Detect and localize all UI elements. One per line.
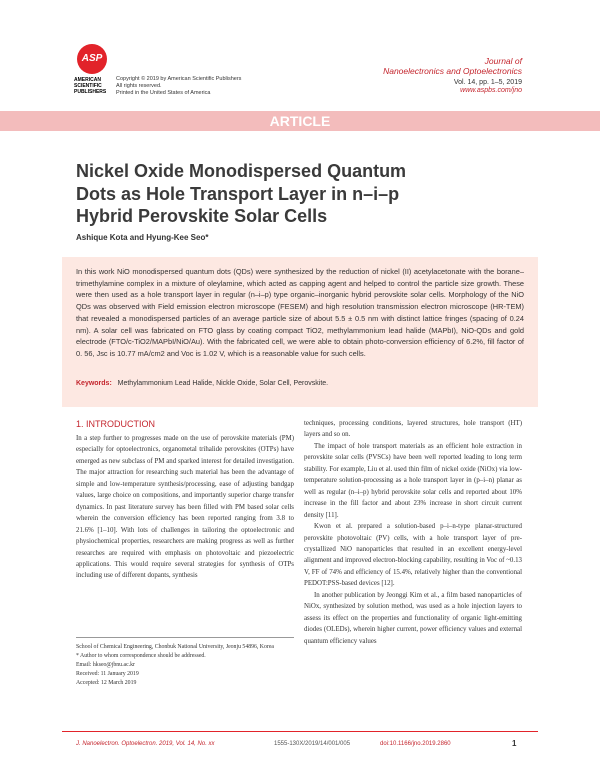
paragraph: The impact of hole transport materials as an efficient hole extraction in perovskite solar cells (PVSCs) have been well reported leading to long term stability. For example, Liu et al. used thin film of nickel oxide (NiOx) via low-temperature solution-processing as a hole transport layer in (p–i–n) planar as well as regular (n–i–p) hybrid perovskite solar cells and reported about 10% increase in the fill factor and about 23% increase in short circuit current density [11]. — [304, 442, 522, 519]
authors: Ashique Kota and Hyung-Kee Seo* — [76, 233, 209, 242]
correspondence-note: * Author to whom correspondence should be addressed. — [76, 652, 206, 659]
received-date: Received: 11 January 2019 — [76, 670, 139, 677]
footer-journal: J. Nanoelectron. Optoelectron. 2019, Vol. 14, No. xx — [76, 741, 215, 747]
footnote-divider — [76, 637, 294, 638]
footnotes — [76, 643, 294, 688]
affiliation: School of Chemical Engineering, Chonbuk National University, Jeonju 54896, Korea — [76, 644, 274, 650]
journal-volume: Vol. 14, pp. 1–5, 2019 — [453, 79, 522, 86]
keywords — [76, 380, 524, 387]
paragraph: Kwon et al. prepared a solution-based p–i–n-type planar-structured perovskite photovoltaic (PV) cells, with a hole transport layer of pre-crystallized NiO nanoparticles that resulted in an excellent energy-level alignment and improved electron-blocking capability, resulting in Voc of ~0.13 V, FF of 74% and efficiency of 15.4%, relatively higher than the conventional PEDOT:PSS-based devices [12]. — [304, 523, 522, 588]
footer-issn: 1555-130X/2019/14/001/005 — [274, 741, 351, 747]
paper-title: Nickel Oxide Monodispersed Quantum Dots as Hole Transport Layer in n–i–p Hybrid Perovskite Solar Cells — [76, 161, 407, 226]
body-column-right — [304, 418, 522, 647]
journal-url[interactable]: www.aspbs.com/jno — [460, 87, 522, 94]
article-label: ARTICLE — [269, 113, 331, 129]
paragraph: In a step further to progresses made on the use of perovskite materials (PM) especially for optoelectronics, organometal trihalide perovskites (OTPs) have emerged as new subclass of PM and sparked interest for detailed investigation. The major attraction for researching such material has been the advantage of simple and low-temperature synthesis/processing, ease of adjusting bandgap values, large choice on compositions, and importantly superior charge transfer dynamics. In past literature survey has been filled with PM based solar cells wherein the conversion efficiency has been reported ranging from 3.8 to 21.6% [1–10]. With lots of challenges in tailoring the optoelectronic and physiochemical properties, researchers are making progress as well as further researches are required with emphasis on photovoltaic and piezoelectric applications. This would require several strategies for synthesis of OTPs including use of different dopants, synthesis — [76, 435, 294, 580]
abstract: In this work NiO monodispersed quantum dots (QDs) were synthesized by the reduction of nickel (II) acetylacetonate with the borane–trimethylamine complex in a mixture of oleylamine, which acted as capping agent and helped to control the particle size growth. These were then used as a hole transport layer in regular (n–i–p) type organic–inorganic hybrid perovskite solar cells. Morphology of the NiO QDs was observed with Field emission electron microscope (FESEM) and high resolution transmission electron microscope (HR-TEM) that revealed a monodispersed particles of an average particle size of about 5.5 ± 0.5 nm with distinct lattice fringes (spacing of 0.24 nm). A solar cell was fabricated on FTO glass by coating compact TiO2, methylammonium lead halide (MAPbI), NiO-QDs and gold electrode (FTO/c-TiO2/MAPbI/NiO/Au). With the fabricated cell, we were able to obtain photo-conversion efficiency of 6.2%, fill factor of 0. 56, Jsc is 10.77 mA/cm2 and Voc is 1.02 V, which is a reasonable value for such cells. — [76, 267, 524, 358]
footer-divider — [62, 731, 538, 732]
body-column-left — [76, 433, 294, 582]
paragraph: In another publication by Jeonggi Kim et al., a film based nanoparticles of NiOx, synthesized by solution method, was used as a hole injection layers to assess its effect on the properties and functionality of organic light-emitting diodes (OLEDs), wherein higher current, power efficiency values and external quantum efficiency values — [304, 591, 522, 645]
copyright-notice: Copyright © 2019 by American Scientific Publishers All rights reserved. Printed in the United States of America — [116, 76, 242, 96]
keywords-label: Keywords: — [76, 380, 112, 387]
publisher-logo-text: ASP — [81, 53, 103, 64]
accepted-date: Accepted: 12 March 2019 — [76, 679, 137, 686]
paragraph: techniques, processing conditions, layered structures, hole transport (HT) layers and so on. — [304, 420, 522, 439]
keywords-text: Methylammonium Lead Halide, Nickle Oxide, Solar Cell, Perovskite. — [117, 380, 329, 387]
publisher-name: AMERICAN SCIENTIFIC PUBLISHERS — [74, 77, 107, 95]
page-number: 1 — [512, 739, 517, 748]
email[interactable]: Email: hkseo@jbnu.ac.kr — [76, 661, 135, 668]
journal-name: Journal of Nanoelectronics and Optoelectronics — [383, 56, 522, 76]
footer-doi[interactable]: doi:10.1166/jno.2019.2860 — [380, 741, 451, 747]
section-heading: 1. INTRODUCTION — [76, 419, 156, 429]
